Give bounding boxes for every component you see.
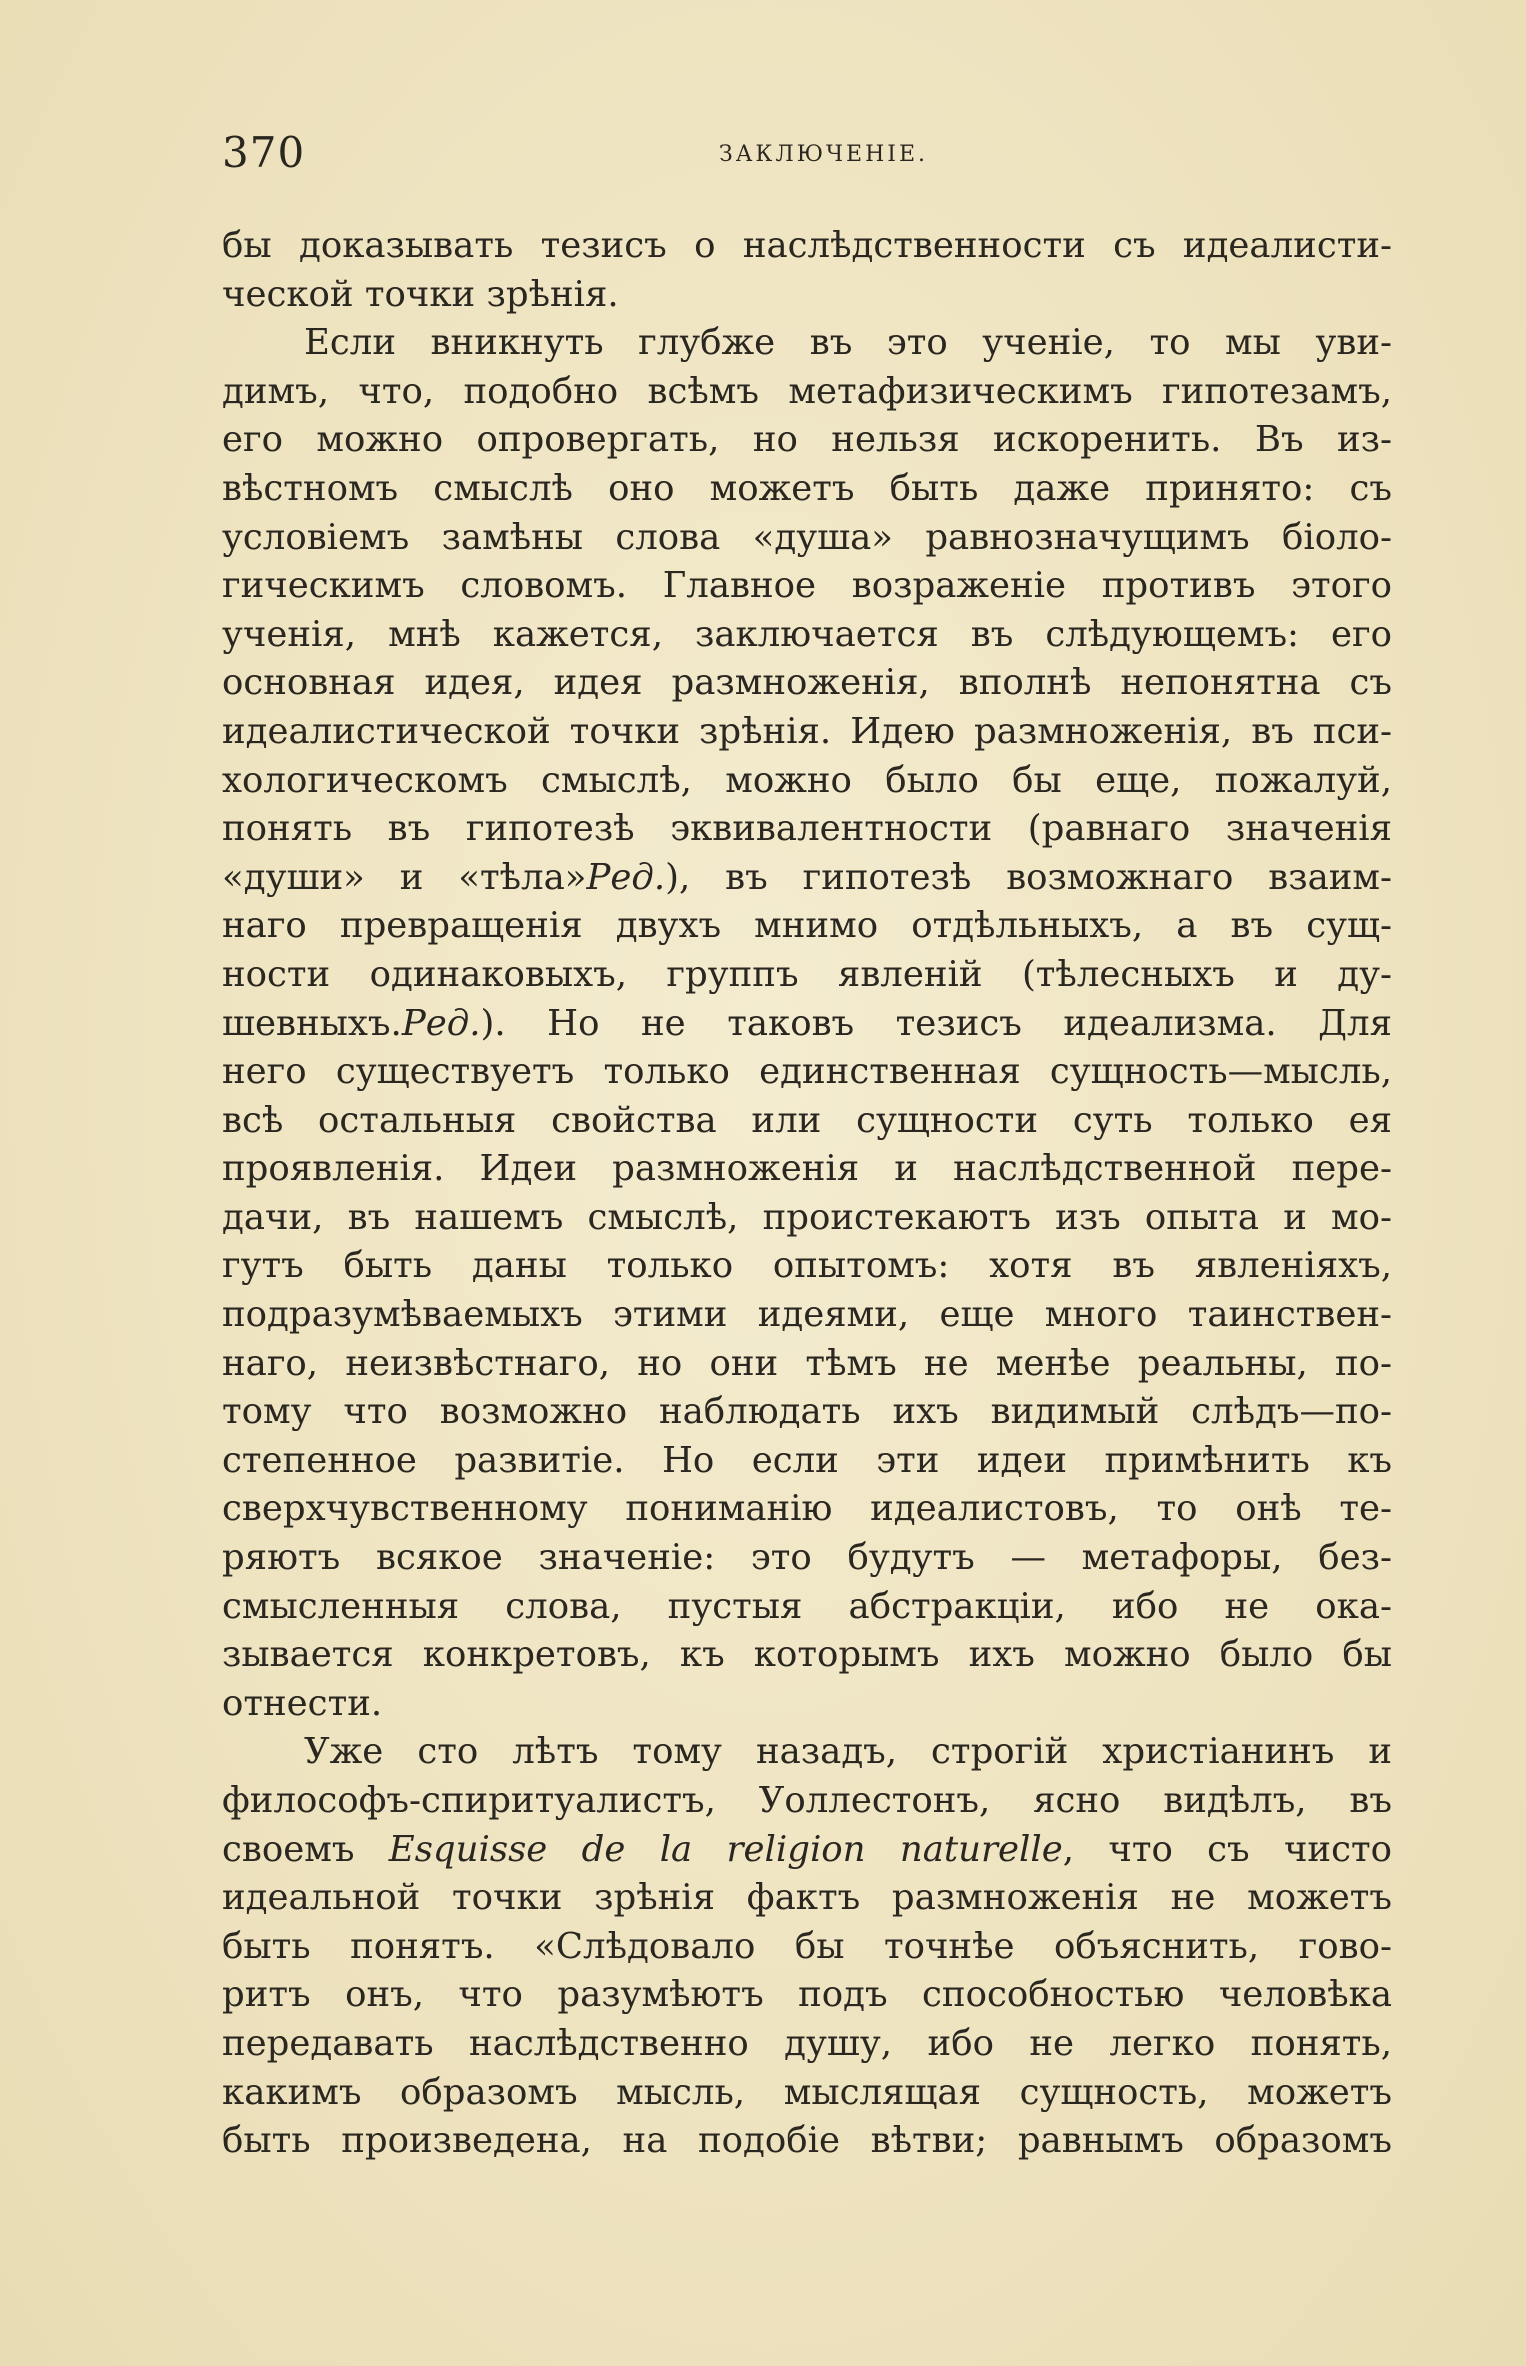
line-text: понять въ гипотезѣ эквивалентности (равнаго значенія [222, 808, 1392, 850]
line-text: ряютъ всякое значеніе: это будутъ — метафоры, без- [222, 1537, 1392, 1579]
text-line [222, 1971, 1392, 2020]
text-line [222, 2117, 1392, 2166]
line-text: его можно опровергать, но нельзя искоренить. Въ из- [222, 419, 1392, 461]
text-line [222, 2069, 1392, 2118]
text-line [222, 1777, 1392, 1826]
text-line [222, 1388, 1392, 1437]
line-text: смысленныя слова, пустыя абстракціи, ибо не ока- [222, 1585, 1392, 1627]
line-text: Если вникнуть глубже въ это ученіе, то мы уви- [304, 322, 1392, 364]
line-text: ритъ онъ, что разумѣютъ подъ способностью человѣка [222, 1974, 1392, 2016]
text-line [222, 2020, 1392, 2069]
text-line [222, 416, 1392, 465]
line-text-continued: ), въ гипотезѣ возможнаго взаим- [665, 856, 1392, 898]
text-line [222, 757, 1392, 806]
line-text: философъ-спиритуалистъ, Уоллестонъ, ясно видѣлъ, въ [222, 1780, 1392, 1821]
text-line [222, 1000, 1392, 1049]
text-line [222, 319, 1392, 368]
line-text: передавать наслѣдственно душу, ибо не легко понять, [222, 2022, 1392, 2064]
italic-text: Esquisse de la religion naturelle [388, 1828, 1063, 1870]
line-text: своемъ [222, 1828, 389, 1870]
text-line [222, 611, 1392, 660]
text-line [222, 1534, 1392, 1583]
line-text: тому что возможно наблюдать ихъ видимый слѣдъ—по- [222, 1391, 1392, 1433]
line-text: быть произведена, на подобіе вѣтви; равнымъ образомъ [222, 2120, 1392, 2162]
line-text: основная идея, идея размноженія, вполнѣ непонятна съ [222, 662, 1392, 704]
line-text: степенное развитіе. Но если эти идеи примѣнить къ [222, 1439, 1392, 1481]
line-text: ности одинаковыхъ, группъ явленій (тѣлесныхъ и ду- [222, 953, 1392, 995]
text-line [222, 1874, 1392, 1923]
line-text: наго, неизвѣстнаго, но они тѣмъ не менѣе реальны, по- [222, 1342, 1392, 1384]
italic-text: Ред. [586, 856, 666, 898]
line-text: наго превращенія двухъ мнимо отдѣльныхъ, а въ сущ- [222, 905, 1392, 947]
line-text: шевныхъ. [222, 1002, 402, 1044]
text-line [222, 514, 1392, 563]
text-line [222, 1194, 1392, 1243]
line-text: димъ, что, подобно всѣмъ метафизическимъ гипотезамъ, [222, 370, 1392, 412]
text-line [222, 1631, 1392, 1680]
line-text: Уже сто лѣтъ тому назадъ, строгій христіанинъ и [304, 1731, 1392, 1773]
line-text: «души» и «тѣла» [222, 856, 587, 898]
text-line [222, 659, 1392, 708]
line-text: идеальной точки зрѣнія фактъ размноженія не можетъ [222, 1877, 1392, 1919]
line-text: отнести. [222, 1682, 383, 1724]
text-line [222, 222, 1392, 271]
page-number: 370 [222, 128, 306, 177]
line-text: гическимъ словомъ. Главное возраженіе противъ этого [222, 565, 1392, 607]
running-head: ЗАКЛЮЧЕНІЕ. [719, 142, 928, 167]
line-text: условіемъ замѣны слова «душа» равнозначущимъ біоло- [222, 516, 1392, 558]
body-text [222, 222, 1392, 2166]
text-line [222, 708, 1392, 757]
line-text: быть понятъ. «Слѣдовало бы точнѣе объяснить, гово- [222, 1925, 1392, 1967]
text-line [222, 1923, 1392, 1972]
line-text: идеалистической точки зрѣнія. Идею размноженія, въ пси- [222, 710, 1392, 752]
line-text: подразумѣваемыхъ этими идеями, еще много таинствен- [222, 1294, 1392, 1336]
text-line [222, 1291, 1392, 1340]
line-text: сверхчувственному пониманію идеалистовъ, то онѣ те- [222, 1488, 1392, 1530]
text-line [222, 562, 1392, 611]
text-line [222, 1340, 1392, 1389]
line-text-continued: ). Но не таковъ тезисъ идеализма. Для [480, 1002, 1392, 1044]
text-line [222, 951, 1392, 1000]
text-line [222, 1485, 1392, 1534]
line-text: дачи, въ нашемъ смыслѣ, проистекаютъ изъ опыта и мо- [222, 1196, 1392, 1238]
line-text: всѣ остальныя свойства или сущности суть только ея [222, 1099, 1392, 1141]
line-text: гутъ быть даны только опытомъ: хотя въ явленіяхъ, [222, 1245, 1392, 1287]
text-line [222, 1242, 1392, 1291]
line-text: ческой точки зрѣнія. [222, 273, 619, 315]
text-line [222, 805, 1392, 854]
line-text: какимъ образомъ мысль, мыслящая сущность, можетъ [222, 2071, 1392, 2113]
text-line [222, 1826, 1392, 1875]
text-line [222, 1437, 1392, 1486]
text-line [222, 1048, 1392, 1097]
line-text: бы доказывать тезисъ о наслѣдственности съ идеалисти- [222, 225, 1392, 266]
text-line [222, 1728, 1392, 1777]
line-text: хологическомъ смыслѣ, можно было бы еще, пожалуй, [222, 759, 1392, 801]
page-header [222, 128, 1392, 188]
text-line [222, 368, 1392, 417]
text-line [222, 1145, 1392, 1194]
line-text: ученія, мнѣ кажется, заключается въ слѣдующемъ: его [222, 613, 1392, 655]
text-line [222, 1097, 1392, 1146]
line-text: зывается конкретовъ, къ которымъ ихъ можно было бы [222, 1634, 1392, 1676]
italic-text: Ред. [401, 1002, 481, 1044]
line-text: него существуетъ только единственная сущность—мысль, [222, 1051, 1392, 1093]
text-line [222, 1680, 1392, 1729]
text-line [222, 271, 1392, 320]
line-text: вѣстномъ смыслѣ оно можетъ быть даже принято: съ [222, 467, 1392, 509]
line-text-continued: , что съ чисто [1062, 1828, 1392, 1870]
text-line [222, 854, 1392, 903]
line-text: проявленія. Идеи размноженія и наслѣдственной пере- [222, 1148, 1392, 1190]
text-line [222, 465, 1392, 514]
text-line [222, 1583, 1392, 1632]
text-line [222, 902, 1392, 951]
